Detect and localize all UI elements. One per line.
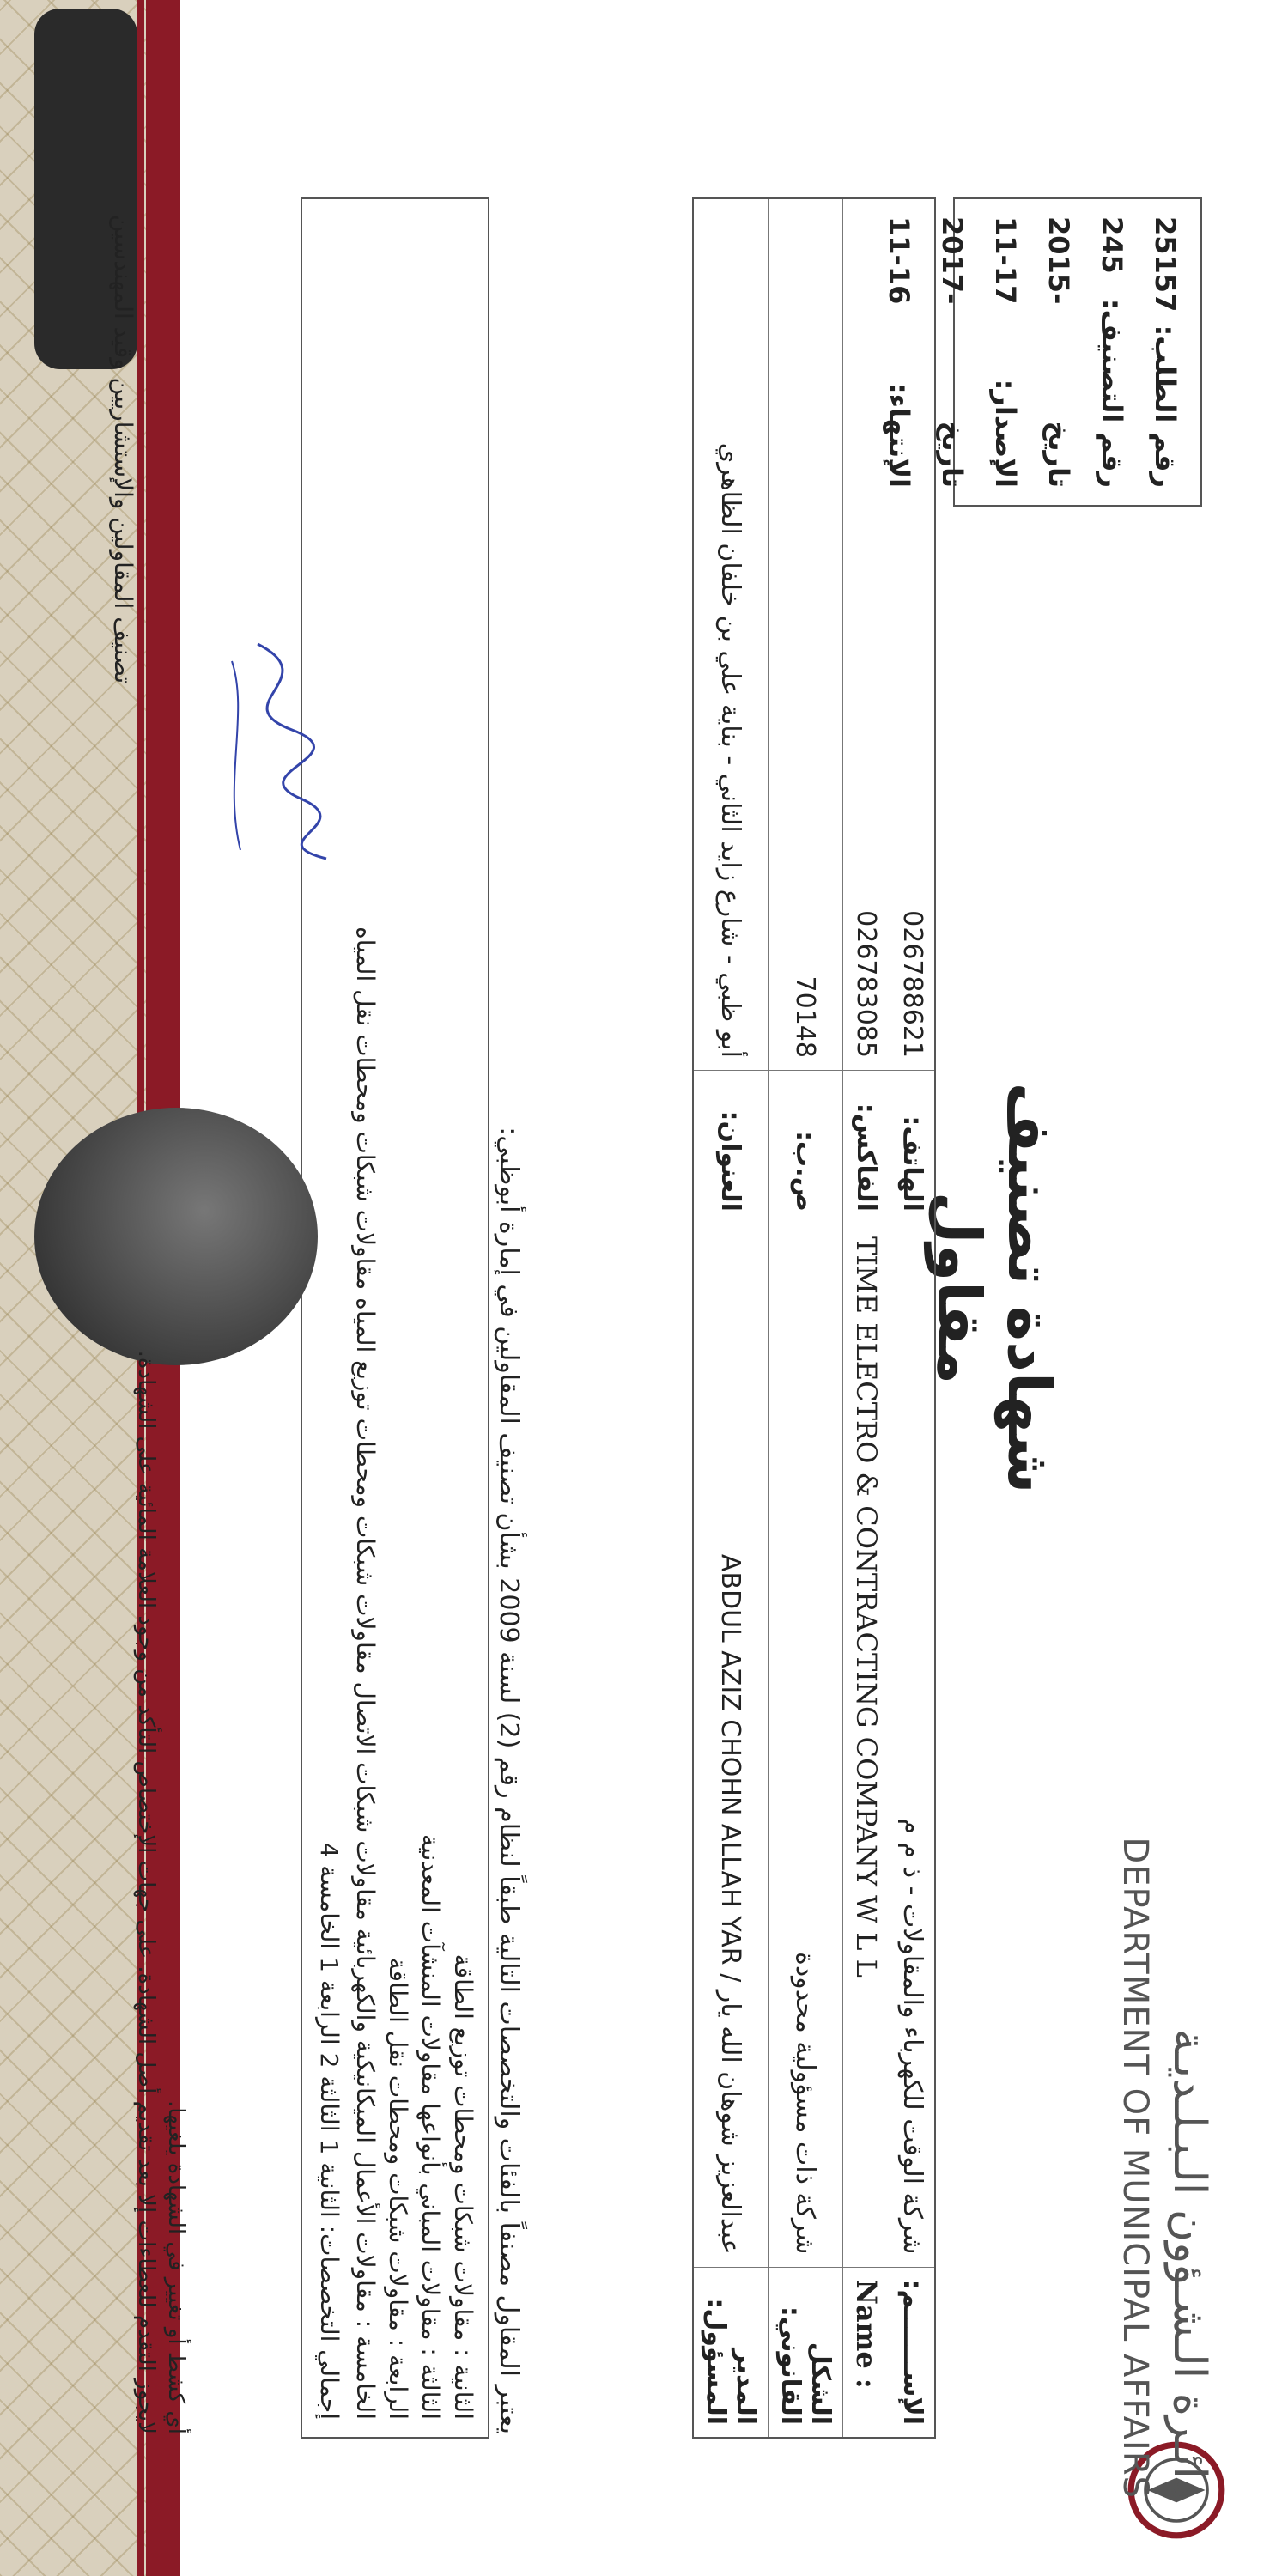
department-signature-label: تصنيف المقاولين والإستشاريين وقيد المهندسين xyxy=(109,215,137,684)
request-number: 25157 xyxy=(1149,216,1182,313)
manager-label: المدير المسؤول: xyxy=(693,2267,769,2438)
specializations-total: إجمالي التخصصات: الثانية 1 الثالثة 2 الرابعة 1 الخامسة 4 xyxy=(315,1842,343,2420)
address-label: العنوان: xyxy=(693,1070,769,1224)
info-label: تاريخ الإصدار: xyxy=(989,379,1075,488)
signature-icon xyxy=(206,627,361,867)
footer-note: أي كشط أو تغيير في الشهادة يلغيها. xyxy=(163,2100,189,2434)
classification-intro: يعتبر المقاول مصنفاً بالفئات والتخصصات التالية طبقاً لنظام رقم (2) لسنة 2009 بشأن تصنيف المقاولين في إمارة أبوظبي: xyxy=(494,1127,524,2434)
pobox-label: ص.ب: xyxy=(769,1070,843,1224)
specialization-line: الرابعة : مقاولات شبكات ومحطات نقل الطاقة xyxy=(384,1957,412,2420)
fax-value: 026783085 xyxy=(843,198,890,1070)
legal-form-label: الشكل القانوني: xyxy=(769,2267,843,2438)
classification-number: 245 xyxy=(1096,216,1128,274)
info-row xyxy=(1139,216,1192,488)
info-box xyxy=(883,197,1202,507)
info-label: رقم الطلب: xyxy=(1149,325,1182,488)
department-name-english: DEPARTMENT OF MUNICIPAL AFFAIRS xyxy=(1115,1837,1155,2499)
manager-value: عبدالعزيز شوهان الله يار / ABDUL AZIZ CHOHN ALLAH YAR xyxy=(693,1224,769,2267)
company-name-english: TIME ELECTRO & CONTRACTING COMPANY W L L xyxy=(843,1224,890,2267)
footer-note: لايجوز التقدم للعطاءات إلا بعد تقديم أصل الشهادة. على جهات الإختصاص التأكد من وجود العلامة المائية على الشهادة. xyxy=(133,1350,159,2434)
info-row xyxy=(1085,216,1139,488)
certificate-title: شهادة تصنيف مقاول xyxy=(924,1082,1065,1494)
expiry-date: 2017-11-16 xyxy=(883,216,969,305)
specializations-box xyxy=(301,197,489,2439)
specialization-line: الثانية : مقاولات شبكات ومحطات توزيع الطاقة xyxy=(449,1953,477,2420)
department-name-arabic: دائـرة الـشـؤون الـبـلـديـة xyxy=(1163,2028,1215,2499)
legal-form-value: شركة ذات مسؤولية محدودة xyxy=(769,1224,843,2267)
fax-label: الفاكس: xyxy=(843,1070,890,1224)
name-label: الإســـــــم: xyxy=(890,2267,936,2438)
official-seal xyxy=(34,1108,318,1365)
address-value: أبو ظبي - شارع زايد الثاني - بناية علي بن خلفان الظاهري xyxy=(693,198,769,1070)
specialization-line: الخامسة : مقاولات الأعمال الميكانيكية والكهربائية مقاولات شبكات الاتصال مقاولات شبكات ومحطات توزيع المياه مقاولات شبكات ومحطات نقل المياه xyxy=(351,927,380,2420)
pobox-value: 70148 xyxy=(769,198,843,1070)
info-label: رقم التصنيف: xyxy=(1096,298,1128,488)
phone-value: 026788621 xyxy=(890,198,936,1070)
table-row xyxy=(843,198,890,2438)
table-row xyxy=(693,198,769,2438)
specialization-line: الثالثة : مقاولات المباني بأنواعها مقاولات المنشآت المعدنية xyxy=(416,1834,445,2420)
table-row xyxy=(769,198,843,2438)
info-label: تاريخ الإنتهاء: xyxy=(883,382,969,488)
issue-date: 2015-11-17 xyxy=(989,216,1075,305)
name-en-label: Name : xyxy=(843,2267,890,2438)
company-details-table xyxy=(692,197,936,2439)
info-row xyxy=(979,216,1085,488)
phone-label: الهاتف: xyxy=(890,1070,936,1224)
company-name-arabic: شركة الوقت للكهرباء والمقاولات - ذ م م xyxy=(890,1224,936,2267)
table-row xyxy=(890,198,936,2438)
